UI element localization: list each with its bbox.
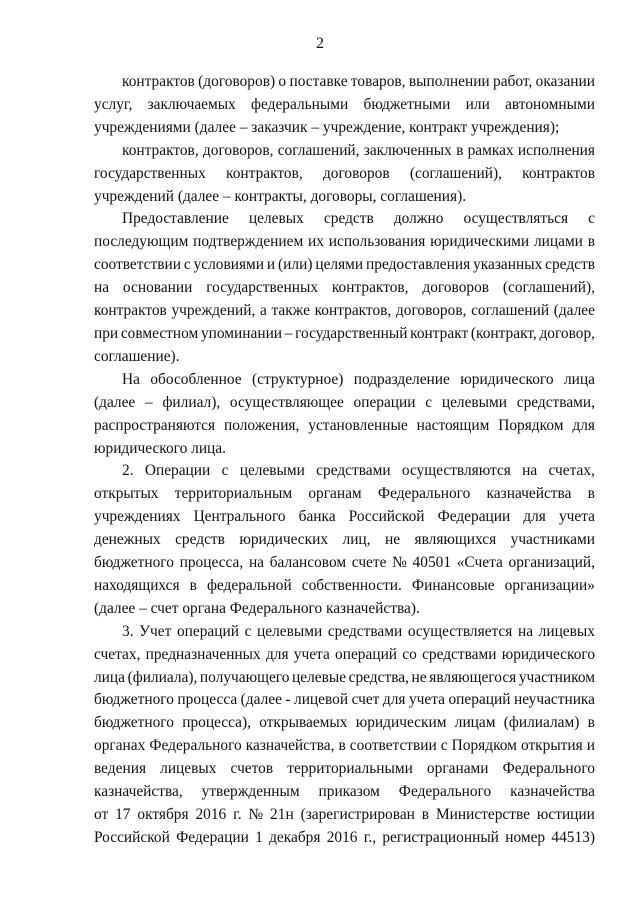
word: участниками: [510, 531, 595, 549]
text-line: соответствии с условиями и (или) целями предоставления указанных средств: [94, 256, 595, 274]
word: ведения: [94, 760, 147, 778]
word: установленные: [308, 416, 408, 434]
word: от: [94, 806, 109, 823]
text-line: учреждений (далее – контракты, договоры, соглашения).: [94, 187, 467, 205]
paragraph: [94, 71, 595, 140]
word: органам: [308, 485, 362, 503]
word: бюджетными: [363, 95, 451, 113]
word: осуществляющее: [229, 393, 344, 411]
word: услуг,: [94, 95, 133, 113]
word: октября: [137, 806, 189, 823]
text-line: контрактов учреждений, а также контрактов, договоров, соглашений (далее: [94, 302, 595, 320]
word: –: [145, 393, 153, 411]
word: с: [221, 462, 229, 480]
word: на: [522, 462, 538, 480]
word: осуществляются: [401, 462, 511, 480]
text-line: [94, 712, 595, 735]
word: в: [421, 806, 430, 823]
word: средств: [323, 210, 374, 228]
word: осуществляется: [407, 622, 513, 640]
word: автономными: [505, 95, 595, 113]
text-line: бюджетного процесса (далее - лицевой счет для учета операций неучастника: [94, 691, 596, 709]
document-body: [94, 71, 595, 850]
word: контрактов,: [226, 164, 303, 182]
word: целевыми: [257, 622, 323, 640]
word: договоров: [422, 279, 490, 297]
word: (далее: [94, 393, 136, 411]
word: (соглашений),: [502, 279, 595, 297]
word: лиц,: [342, 531, 371, 549]
word: целевыми: [239, 462, 305, 480]
text-line: [94, 552, 595, 575]
word: являющихся: [414, 531, 497, 549]
word: организаций,: [508, 554, 595, 572]
word: положения,: [223, 416, 300, 434]
word: средств: [175, 531, 225, 549]
word: юридических: [239, 531, 329, 549]
word: лица: [563, 370, 595, 388]
word: лицевых: [160, 760, 217, 778]
word: средствами: [316, 462, 391, 480]
word: филиал),: [162, 393, 221, 411]
word: организации»: [504, 576, 595, 594]
word: юридического: [460, 370, 554, 388]
word: лицам: [454, 714, 496, 732]
word: Финансовые: [411, 576, 495, 594]
word: на: [248, 554, 265, 572]
word: 40501: [412, 554, 452, 572]
word: 44513): [551, 828, 595, 846]
word: на: [94, 279, 110, 297]
word: или: [465, 95, 490, 113]
text-line: [94, 804, 595, 827]
word: распространяются: [94, 416, 216, 434]
word: приказом: [318, 783, 380, 801]
word: номер: [505, 828, 546, 846]
word: 17: [115, 806, 131, 823]
word: контрактов,: [331, 279, 409, 297]
word: бюджетного: [94, 714, 174, 732]
word: юстиции: [536, 806, 595, 823]
word: учета: [558, 508, 595, 526]
word: целевых: [248, 210, 304, 228]
word: балансовом: [269, 554, 347, 572]
word: территориальными: [287, 760, 413, 778]
word: 2016: [195, 806, 227, 823]
word: в: [587, 485, 595, 503]
word: настоящим: [416, 416, 490, 434]
word: казначейства: [510, 783, 595, 801]
word: 2016: [326, 828, 358, 846]
text-line: [94, 483, 595, 506]
word: 21н: [270, 806, 294, 823]
text-line: [94, 827, 595, 850]
word: бюджетного: [94, 554, 174, 572]
word: Учет: [139, 622, 172, 640]
word: целевыми: [441, 393, 507, 411]
word: открытых: [94, 485, 159, 503]
word: Операции: [144, 462, 211, 480]
word: находящихся: [94, 576, 180, 594]
word: территориальным: [174, 485, 293, 503]
text-line: [94, 506, 595, 529]
word: 1: [255, 828, 263, 846]
word: (филиалам): [503, 714, 580, 732]
word: 3.: [122, 622, 134, 640]
word: с: [244, 622, 252, 640]
text-line: учреждениями (далее – заказчик – учреждение, контракт учреждения);: [94, 118, 560, 136]
word: г.: [233, 806, 242, 823]
word: регистрационный: [382, 828, 499, 846]
text-line: [94, 415, 595, 438]
word: осуществляться: [463, 210, 569, 228]
text-line: юридического лица.: [94, 439, 226, 457]
text-line: лица (филиала), получающего целевые средства, не являющегося участником: [94, 668, 595, 686]
word: счете: [351, 554, 387, 572]
word: «Счета: [456, 554, 503, 572]
page-number: 2: [316, 35, 324, 52]
text-line: соглашение).: [94, 347, 180, 365]
word: открываемых: [259, 714, 348, 732]
word: на: [517, 622, 534, 640]
word: для: [523, 508, 546, 526]
text-line: (далее – счет органа Федерального казначейства).: [94, 599, 420, 617]
word: счетах,: [548, 462, 595, 480]
word: (соглашений),: [409, 164, 502, 182]
word: подразделение: [353, 370, 450, 388]
word: не: [384, 531, 401, 549]
word: казначейства: [486, 485, 572, 503]
paragraph: [94, 208, 595, 368]
word: обособленное: [150, 370, 242, 388]
word: учреждениях: [94, 508, 181, 526]
word: контрактов: [522, 164, 595, 182]
word: средствами,: [516, 393, 595, 411]
word: г.,: [363, 828, 377, 846]
word: основании: [122, 279, 193, 297]
word: с: [425, 393, 433, 411]
text-line: органах Федерального казначейства, в соответствии с Порядком открытия и: [94, 737, 595, 755]
word: Федерального: [377, 485, 471, 503]
text-line: [94, 460, 595, 483]
word: процесса,: [179, 554, 244, 572]
word: Федерального: [398, 783, 492, 801]
word: Федерального: [502, 760, 595, 778]
word: Предоставление: [122, 210, 229, 228]
word: №: [392, 554, 407, 572]
word: для: [572, 416, 595, 434]
paragraph: [94, 621, 595, 850]
word: средствами: [327, 622, 403, 640]
word: (структурное): [252, 370, 344, 388]
word: декабря: [269, 828, 321, 846]
word: Центрального: [193, 508, 286, 526]
word: Российской: [94, 828, 170, 846]
word: операций: [176, 622, 239, 640]
text-line: [94, 781, 595, 804]
word: органами: [426, 760, 489, 778]
text-line: контрактов (договоров) о поставке товаров, выполнении работ, оказании: [122, 73, 596, 90]
word: процесса),: [182, 714, 251, 732]
word: федеральной: [206, 576, 292, 594]
paragraph: [94, 140, 595, 209]
word: денежных: [94, 531, 161, 549]
word: должно: [393, 210, 444, 228]
word: в: [587, 714, 595, 732]
word: На: [122, 370, 140, 388]
word: 2.: [122, 462, 134, 480]
word: Федерации: [437, 508, 511, 526]
word: Российской: [348, 508, 425, 526]
word: юридическим: [355, 714, 447, 732]
word: банка: [298, 508, 336, 526]
text-line: [94, 94, 595, 117]
word: (зарегистрирован: [300, 806, 415, 823]
text-line: [94, 208, 595, 231]
word: казначейства,: [94, 783, 183, 801]
text-line: [94, 163, 595, 186]
word: государственных: [206, 279, 319, 297]
word: Министерстве: [435, 806, 530, 823]
word: Федерации: [176, 828, 249, 846]
word: с: [588, 210, 595, 228]
text-line: [94, 621, 595, 644]
word: утвержденным: [201, 783, 300, 801]
paragraph: [94, 369, 595, 461]
text-line: [94, 758, 595, 781]
text-line: [94, 392, 595, 415]
word: федеральными: [251, 95, 349, 113]
text-line: [94, 277, 595, 300]
text-line: контрактов, договоров, соглашений, заключенных в рамках исполнения: [122, 141, 595, 159]
word: №: [248, 806, 264, 823]
word: государственных: [94, 164, 206, 182]
word: в: [189, 576, 197, 594]
text-line: при совместном упоминании – государственный контракт (контракт, договор,: [94, 324, 596, 342]
word: договоров: [322, 164, 390, 182]
text-line: [94, 529, 595, 552]
text-line: последующим подтверждением их использования юридическими лицами в: [94, 233, 595, 251]
word: Порядком: [498, 416, 564, 434]
text-line: [94, 575, 595, 598]
text-line: счетах, предназначенных для учета операций со средствами юридического: [94, 645, 596, 663]
word: операции: [353, 393, 416, 411]
paragraph: [94, 460, 595, 620]
text-line: [94, 369, 595, 392]
word: собственности.: [301, 576, 402, 594]
word: счетов: [230, 760, 274, 778]
word: заключаемых: [147, 95, 236, 113]
word: лицевых: [538, 622, 595, 640]
